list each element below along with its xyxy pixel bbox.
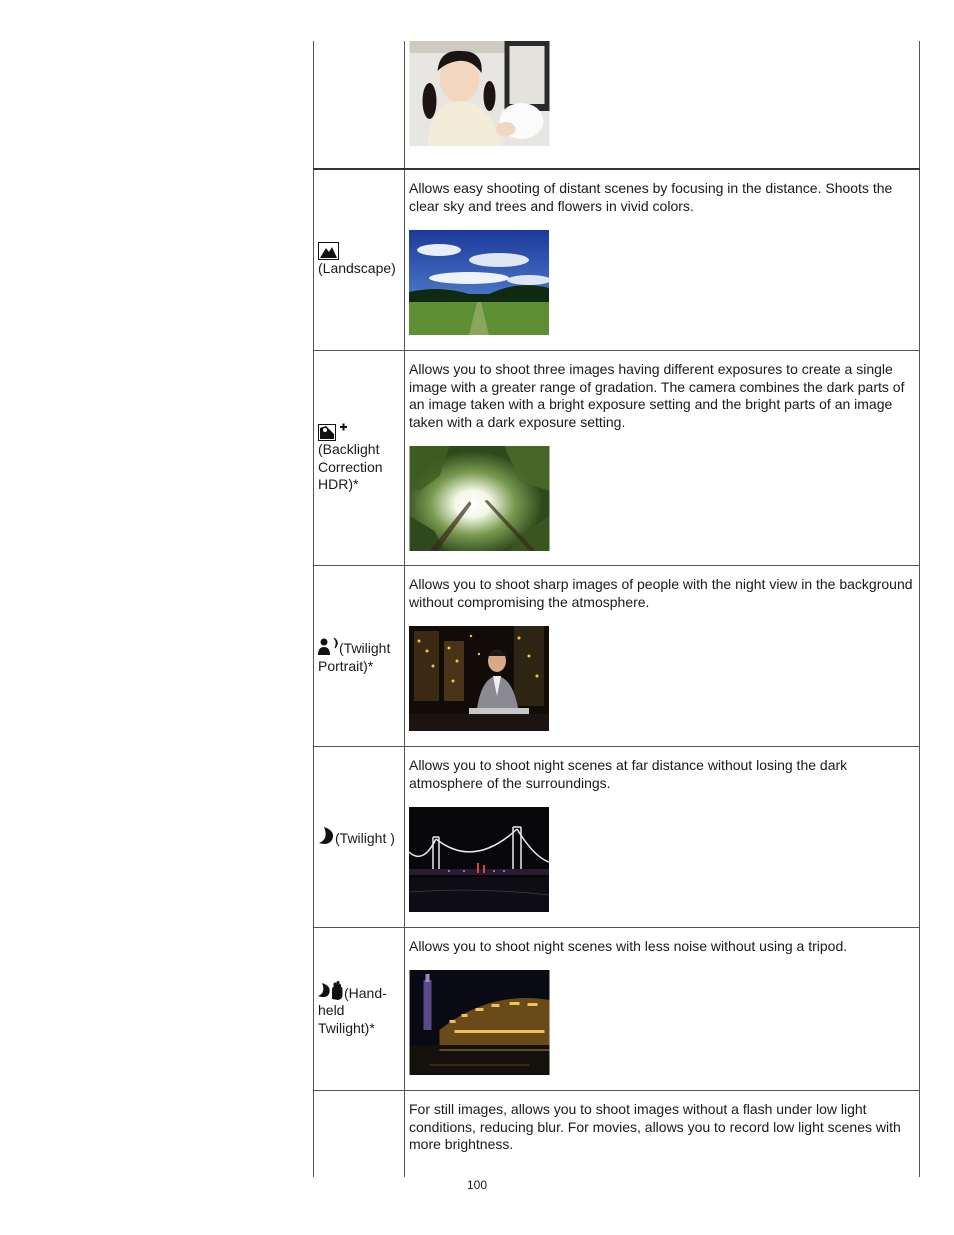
child-portrait-photo — [409, 41, 550, 146]
mode-description: Allows you to shoot sharp images of people with the night view in the background without compromising the atmosphere. — [409, 576, 913, 610]
backlight-hdr-icon — [318, 422, 348, 441]
landscape-icon — [318, 242, 339, 260]
mode-label: (Twilight ) — [335, 829, 395, 846]
description-cell — [409, 180, 914, 335]
mode-label: (Hand-held Twilight)* — [318, 984, 387, 1036]
night-building-photo — [409, 970, 550, 1075]
description-cell — [409, 576, 914, 731]
twilight-icon — [318, 827, 335, 845]
description-cell — [409, 1101, 914, 1169]
label-cell — [313, 170, 404, 350]
table-row — [313, 1091, 920, 1177]
mode-label: (Twilight Portrait)* — [318, 640, 391, 674]
scene-selection-table — [313, 41, 920, 1177]
handheld-twilight-icon — [318, 981, 344, 1000]
table-row-twilight-portrait — [313, 566, 920, 747]
table-row-twilight — [313, 747, 920, 928]
label-cell — [313, 928, 404, 1090]
table-row-backlight-hdr — [313, 351, 920, 566]
label-cell — [313, 747, 404, 927]
twilight-portrait-photo — [409, 626, 549, 731]
mode-description: Allows you to shoot night scenes with less noise without using a tripod. — [409, 938, 848, 954]
page-number: 100 — [467, 1178, 488, 1192]
description-cell — [409, 757, 914, 912]
mode-label: (Landscape) — [318, 260, 396, 277]
table-row-handheld-twilight — [313, 928, 920, 1091]
description-cell — [409, 361, 914, 551]
mode-description: Allows you to shoot night scenes at far distance without losing the dark atmosphere of the surroundings. — [409, 757, 848, 791]
mode-description: For still images, allows you to shoot images without a flash under low light conditions, reducing blur. For movies, allows you to record low light scenes with more brightness. — [409, 1101, 901, 1152]
mode-description: Allows easy shooting of distant scenes by focusing in the distance. Shoots the clear sky and trees and flowers in vivid colors. — [409, 180, 893, 214]
description-cell — [409, 938, 914, 1075]
label-cell — [313, 351, 404, 565]
table-row — [313, 41, 920, 170]
landscape-photo — [409, 230, 549, 335]
twilight-portrait-icon — [318, 637, 339, 655]
mode-description: Allows you to shoot three images having different exposures to create a single image with a greater range of gradation. The camera combines the dark parts of an image taken with a bright exposure setting and the bright parts of an image taken with a dark exposure setting. — [409, 361, 905, 430]
description-cell — [409, 41, 914, 146]
backlit-trees-photo — [409, 446, 550, 551]
mode-label: (Backlight Correction HDR)* — [318, 441, 383, 493]
label-cell — [313, 566, 404, 746]
night-bridge-photo — [409, 807, 549, 912]
table-row-landscape — [313, 170, 920, 351]
